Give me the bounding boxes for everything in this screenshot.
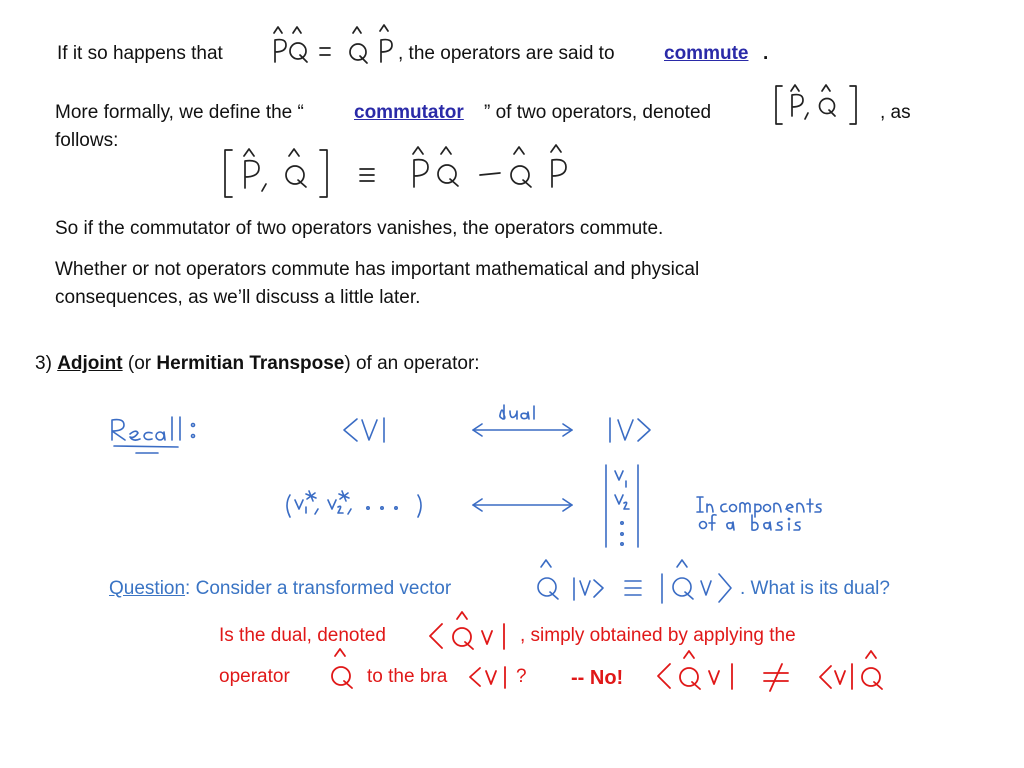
- section-number: 3): [35, 353, 52, 374]
- question-text: : Consider a transformed vector: [185, 578, 452, 599]
- line1-suffix: , the operators are said to: [398, 43, 615, 64]
- section-paren-open: (or: [127, 353, 152, 374]
- hermitian-transpose-title: Hermitian Transpose: [156, 353, 345, 374]
- no-answer: -- No!: [571, 667, 624, 689]
- commutator-definition-math: [218, 142, 598, 200]
- line1-prefix: If it so happens that: [57, 43, 223, 64]
- section-rest: ) of an operator:: [344, 353, 480, 374]
- inequality-math: [654, 646, 889, 696]
- commute-link[interactable]: commute: [664, 43, 749, 64]
- consequences-text-line1: Whether or not operators commute has important mathematical and physical: [55, 259, 700, 280]
- line2-middle: ” of two operators, denoted: [484, 102, 712, 123]
- consequences-text-line2: consequences, as we’ll discuss a little later.: [55, 287, 421, 308]
- question-label: Question: [109, 578, 186, 599]
- q-hat-math: [325, 646, 361, 692]
- section-heading: [35, 350, 480, 377]
- commutator-vanishes-text: So if the commutator of two operators vanishes, the operators commute.: [55, 218, 664, 239]
- q-hat-ket-v-math: [527, 557, 742, 607]
- question-line: [109, 575, 451, 602]
- recall-dual-diagram: [100, 395, 840, 555]
- line2-suffix: , as: [880, 102, 911, 123]
- line1-end: .: [763, 43, 769, 64]
- commutator-link[interactable]: commutator: [354, 102, 464, 123]
- operator-label: operator: [219, 666, 290, 687]
- dual-question-prefix: Is the dual, denoted: [219, 625, 386, 646]
- line2-continuation: follows:: [55, 130, 119, 151]
- bra-v-math: [466, 663, 516, 693]
- question-mark: ?: [516, 666, 527, 687]
- pq-equals-qp-math: [262, 24, 402, 68]
- line2-prefix: More formally, we define the “: [55, 102, 304, 123]
- bra-qv-math: [424, 607, 519, 653]
- commutator-bracket-math: [770, 80, 870, 126]
- to-the-bra-label: to the bra: [367, 666, 448, 687]
- adjoint-title: Adjoint: [57, 353, 123, 374]
- question-end-text: . What is its dual?: [740, 578, 890, 599]
- dual-question-suffix: , simply obtained by applying the: [520, 625, 796, 646]
